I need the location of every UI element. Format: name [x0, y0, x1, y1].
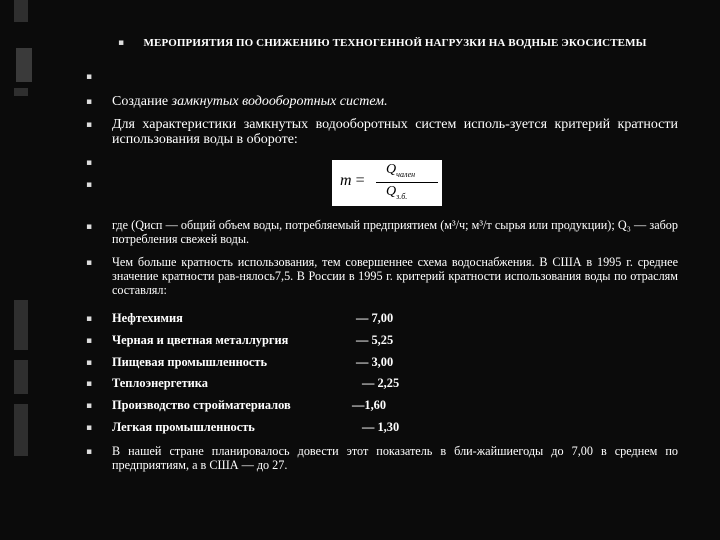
- decor-bar: [14, 88, 28, 96]
- industry-name: Теплоэнергетика: [112, 376, 208, 390]
- bullet-icon: ▪: [86, 97, 93, 107]
- bullet-icon: ▪: [86, 379, 93, 389]
- formula-denominator: $Q_{з.б.}$: [386, 184, 408, 201]
- bullet-icon: ▪: [86, 358, 93, 368]
- bullet-icon: ▪: [86, 258, 93, 268]
- bullet-icon: ▪: [86, 120, 93, 130]
- industry-name: Нефтехимия: [112, 311, 183, 325]
- bullet-icon: ▪: [86, 222, 93, 232]
- industry-value: —1,60: [352, 398, 387, 412]
- bullet-icon: ▪: [86, 158, 93, 168]
- industry-name: Черная и цветная металлургия: [112, 333, 289, 347]
- bullet-icon: ▪: [118, 38, 125, 48]
- bullet-icon: ▪: [86, 423, 93, 433]
- bullet-icon: ▪: [86, 180, 93, 190]
- industry-value: — 5,25: [356, 333, 394, 347]
- bullet-icon: ▪: [86, 401, 93, 411]
- paragraph-target: В нашей стране планировалось довести этот показатель в бли-жайшиегоды до 7,00 в среднем по предприятиям, а в США — до 27.: [112, 444, 678, 472]
- paragraph-ratio: Чем больше кратность использования, тем совершеннее схема водоснабжения. В США в 1995 г. среднее значение кратности рав-нялось7,5. В России в 1995 г. критерий кратности использования воды по отраслям составлял:: [112, 255, 678, 297]
- fraction-bar: [376, 182, 438, 183]
- bullet-icon: ▪: [86, 447, 93, 457]
- bullet-icon: ▪: [86, 72, 93, 82]
- text-italic: замкнутых водооборотных систем.: [171, 94, 388, 109]
- bullet-icon: ▪: [86, 336, 93, 346]
- decor-bar: [14, 0, 28, 22]
- industry-name: Производство стройматериалов: [112, 398, 291, 412]
- industry-value: — 2,25: [362, 376, 400, 390]
- formula-lhs: m =: [340, 172, 365, 189]
- slide-title: МЕРОПРИЯТИЯ ПО СНИЖЕНИЮ ТЕХНОГЕННОЙ НАГРУЗКИ НА ВОДНЫЕ ЭКОСИСТЕМЫ: [143, 37, 647, 49]
- paragraph-criterion: Для характеристики замкнутых водооборотных систем исполь-зуется критерий кратности использования воды в обороте:: [112, 117, 678, 147]
- industry-value: — 7,00: [356, 311, 394, 325]
- bullet-icon: ▪: [86, 314, 93, 324]
- decor-bar: [14, 404, 28, 456]
- industry-name: Легкая промышленность: [112, 420, 255, 434]
- industry-name: Пищевая промышленность: [112, 355, 268, 369]
- decor-bar: [16, 48, 32, 82]
- text-plain: Создание: [112, 94, 172, 109]
- industry-value: — 3,00: [356, 355, 394, 369]
- decor-bar: [14, 360, 28, 394]
- formula-numerator: $Q_{чален}$: [386, 162, 416, 179]
- paragraph-closed-systems: [112, 94, 678, 109]
- decor-bar: [14, 300, 28, 350]
- paragraph-definitions: где (Qисп — общий объем воды, потребляемый предприятием (м³/ч; м³/т сырья или продукции); Q₃ — забор потребления свежей воды.: [112, 218, 678, 246]
- formula-image: [332, 160, 442, 206]
- industry-value: — 1,30: [362, 420, 400, 434]
